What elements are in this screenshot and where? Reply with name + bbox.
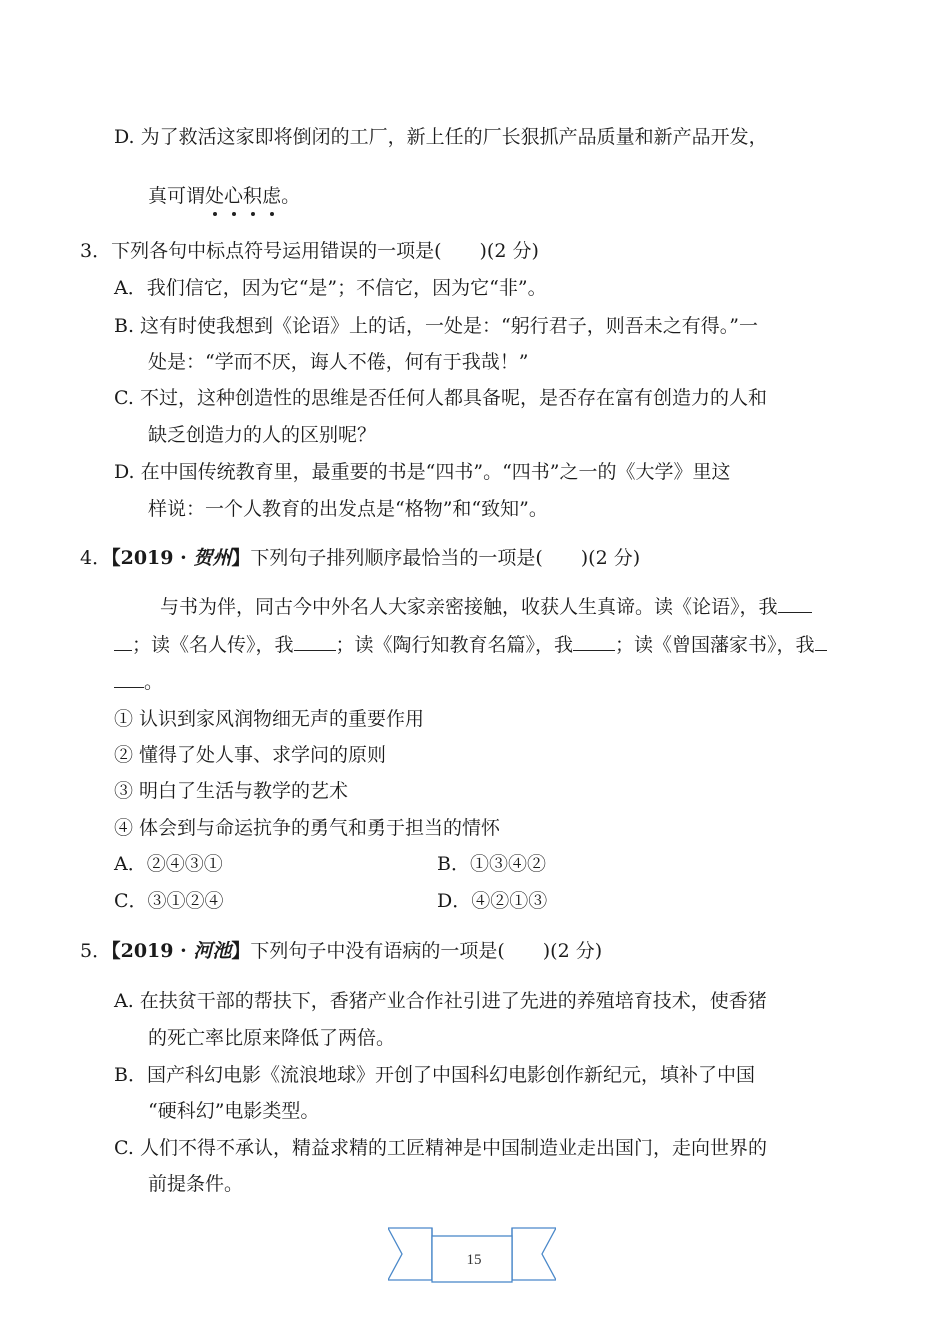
q2-option-d-line1: D. 为了救活这家即将倒闭的工厂，新上任的厂长狠抓产品质量和新产品开发， <box>114 126 768 148</box>
q5-stem-line <box>80 937 602 965</box>
q2-option-d-pre: 真可谓 <box>148 185 206 207</box>
q3-stem: 3．下列各句中标点符号运用错误的一项是( )(2 分) <box>80 240 539 262</box>
answer-blank <box>573 632 615 651</box>
q4-option-b: B．①③④② <box>437 853 546 875</box>
q4-passage-text: ；读《名人传》，我 <box>132 634 294 656</box>
q4-passage-line3 <box>114 668 163 696</box>
q4-number: 4． <box>80 547 112 569</box>
answer-blank <box>815 632 827 651</box>
q2-option-d-line2 <box>148 182 300 210</box>
answer-blank <box>294 632 336 651</box>
q5-option-c-line2: 前提条件。 <box>148 1173 244 1195</box>
q4-item-1: ① 认识到家风润物细无声的重要作用 <box>114 708 425 730</box>
page-number: 15 <box>466 1252 482 1268</box>
q5-option-c-line1: C. 人们不得不承认，精益求精的工匠精神是中国制造业走出国门，走向世界的 <box>114 1137 767 1159</box>
q3-option-b-line2: 处是：“学而不厌，诲人不倦，何有于我哉！” <box>148 351 529 373</box>
q4-passage-text: 与书为伴，同古今中外名人大家亲密接触，收获人生真谛。读《论语》，我 <box>160 596 778 618</box>
q3-option-b-line1: B. 这有时使我想到《论语》上的话，一处是：“躬行君子，则吾未之有得。”一 <box>114 315 758 337</box>
answer-blank <box>778 594 812 613</box>
answer-blank <box>114 669 144 688</box>
emphasis-char: 心 <box>224 182 243 210</box>
q4-stem: 下列句子排列顺序最恰当的一项是( )(2 分) <box>250 547 641 569</box>
q4-option-c: C．③①②④ <box>114 890 224 912</box>
q5-option-a-line1: A. 在扶贫干部的帮扶下，香猪产业合作社引进了先进的养殖培育技术，使香猪 <box>114 990 767 1012</box>
q3-option-d-line1: D. 在中国传统教育里，最重要的书是“四书”。“四书”之一的《大学》里这 <box>114 461 731 483</box>
q5-option-b-line2: “硬科幻”电影类型。 <box>148 1100 320 1122</box>
q4-item-2: ② 懂得了处人事、求学问的原则 <box>114 744 387 766</box>
q4-source-place: 贺州 <box>193 547 232 569</box>
q5-option-a-line2: 的死亡率比原来降低了两倍。 <box>148 1027 396 1049</box>
q4-passage-line1 <box>160 593 812 621</box>
emphasis-char: 处 <box>205 182 224 210</box>
q5-option-b-line1: B．国产科幻电影《流浪地球》开创了中国科幻电影创作新纪元，填补了中国 <box>114 1064 755 1086</box>
emphasis-char: 积 <box>243 182 262 210</box>
q5-number: 5． <box>80 940 112 962</box>
answer-blank <box>114 632 132 651</box>
q4-source-close: 】 <box>231 547 251 569</box>
q2-option-d-post: 。 <box>281 185 301 207</box>
q4-passage-line2 <box>114 631 827 659</box>
q3-option-a: A．我们信它，因为它“是”；不信它，因为它“非”。 <box>114 277 547 299</box>
q3-option-d-line2: 样说：一个人教育的出发点是“格物”和“致知”。 <box>148 498 548 520</box>
q4-option-a: A．②④③① <box>114 853 223 875</box>
q5-source-open: 【2019 · <box>111 940 194 962</box>
q3-option-c-line2: 缺乏创造力的人的区别呢？ <box>148 424 377 446</box>
q5-stem: 下列句子中没有语病的一项是( )(2 分) <box>250 940 603 962</box>
q4-item-4: ④ 体会到与命运抗争的勇气和勇于担当的情怀 <box>114 817 501 839</box>
q4-passage-text: 。 <box>144 671 164 693</box>
q3-option-c-line1: C. 不过，这种创造性的思维是否任何人都具备呢，是否存在富有创造力的人和 <box>114 387 767 409</box>
q4-stem-line <box>80 544 640 572</box>
q5-source-place: 河池 <box>193 940 232 962</box>
q4-option-d: D．④②①③ <box>437 890 548 912</box>
q4-item-3: ③ 明白了生活与教学的艺术 <box>114 780 349 802</box>
q4-passage-text: ；读《曾国藩家书》，我 <box>615 634 815 656</box>
emphasis-char: 虑 <box>262 182 281 210</box>
q4-passage-text: ；读《陶行知教育名篇》，我 <box>335 634 574 656</box>
q5-source-close: 】 <box>231 940 251 962</box>
q4-source-open: 【2019 · <box>111 547 194 569</box>
